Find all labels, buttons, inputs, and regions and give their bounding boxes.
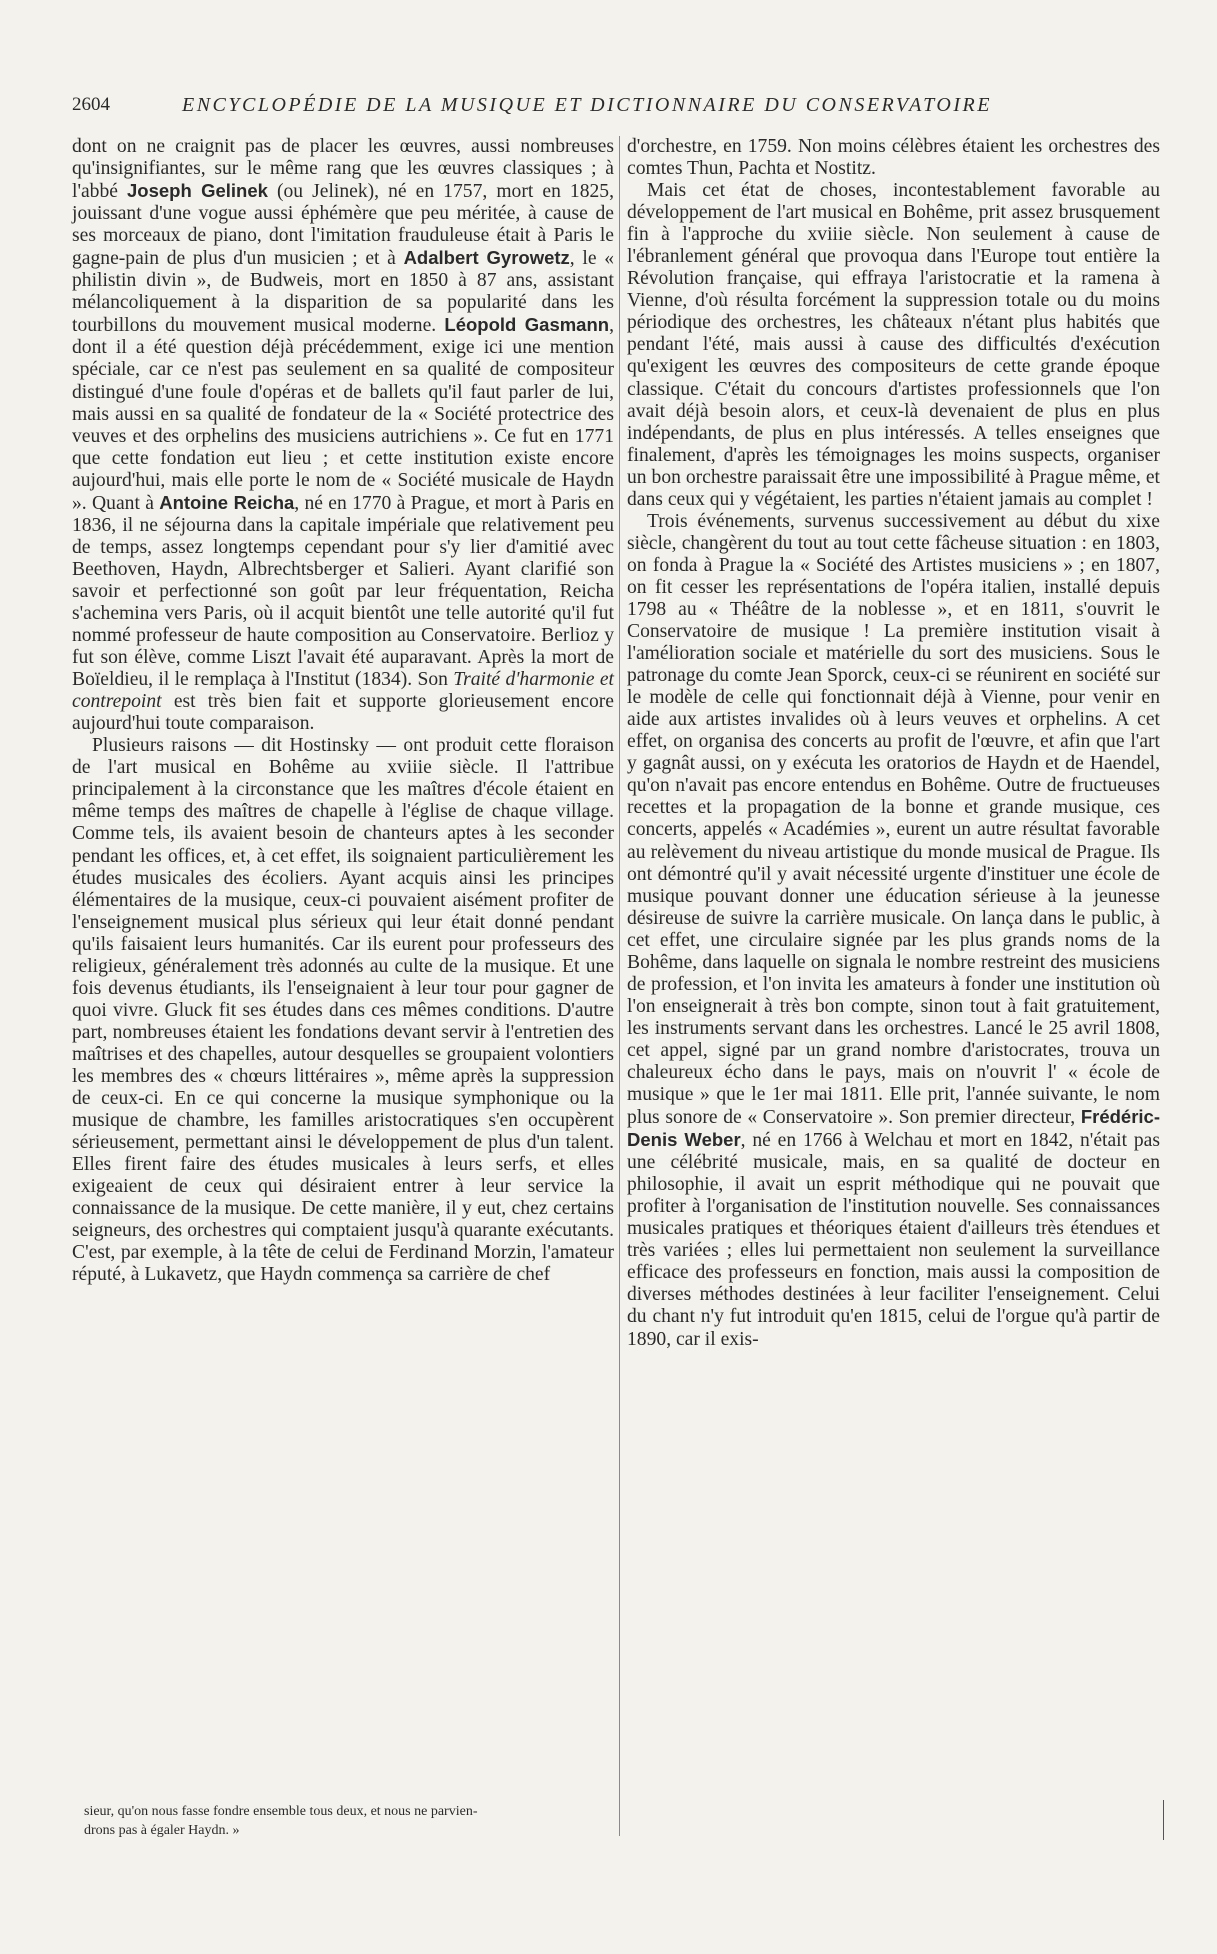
margin-rule <box>1163 1800 1164 1840</box>
name-frederic-denis-weber: Frédéric-Denis Weber <box>627 1106 1160 1151</box>
right-paragraph-2: Mais cet état de choses, incontestablement favorable au développement de l'art musical en Bohême, prit assez brusquement fin à l'approche du xviiie siècle. Non seulement à cause de l'ébranlement général que provoqua dans l'Europe tout entière la Révolution française, qui effraya l'aristocratie et la ramena à Vienne, d'où résulta forcément la suppression totale ou du moins périodique des orchestres, les châteaux n'étant plus habités que pendant l'été, mais aussi à cause des difficultés d'exécution qu'exigent les œuvres des compositeurs de cette grande époque classique. C'était du concours d'artistes professionnels que l'on avait déjà besoin alors, et ceux-là devenaient de plus en plus indépendants, de plus en plus intéressés. A telles enseignes que finalement, d'après les témoignages les moins suspects, organiser un bon orchestre paraissait être une impossibilité à Prague même, et dans ceux qui y végétaient, les parties n'étaient jamais au complet ! <box>627 180 1160 510</box>
left-paragraph-2: Plusieurs raisons — dit Hostinsky — ont produit cette floraison de l'art musical en Bohême au xviiie siècle. Il l'attribue principalement à la circonstance que les maîtres d'école étaient en même temps des maîtres de chapelle à l'église de chaque village. Comme tels, ils avaient besoin de chanteurs aptes à les seconder pendant les offices, et, à cet effet, ils soignaient particulièrement les études musicales des écoliers. Ayant acquis ainsi les principes élémentaires de la musique, ceux-ci pouvaient aisément profiter de l'enseignement musical plus sérieux qui leur était donné pendant qu'ils faisaient leurs humanités. Car ils eurent pour professeurs des religieux, généralement très adonnés au culte de la musique. Et une fois devenus étudiants, ils l'enseignaient à leur tour pour gagner de quoi vivre. Gluck fit ses études dans ces mêmes conditions. D'autre part, nombreuses étaient les fondations devant servir à l'entretien des maîtrises et des chapelles, autour desquelles se groupaient volontiers les membres des « chœurs littéraires », même après la suppression de ceux-ci. En ce qui concerne la musique symphonique ou la musique de chambre, les familles aristocratiques s'en occupèrent sérieusement, permettant ainsi le développement de plus d'un talent. Elles firent faire des études musicales à leurs serfs, et elles exigeaient de ceux qui désiraient entrer à leur service la connaissance de la musique. De cette manière, il y eut, chez certains seigneurs, des orchestres qui comptaient jusqu'à quarante exécutants. C'est, par exemple, à la tête de celui de Ferdinand Morzin, l'amateur réputé, à Lukavetz, que Haydn commença sa carrière de chef <box>72 735 614 1286</box>
book-title: Traité d'harmonie et contrepoint <box>72 669 614 713</box>
column-divider <box>619 136 620 1836</box>
text-run: est très bien fait et supporte glorieusement encore aujourd'hui toute comparaison. <box>72 691 614 735</box>
name-joseph-gelinek: Joseph Gelinek <box>127 180 268 202</box>
footnote <box>84 1802 614 1840</box>
text-run: , né en 1766 à Welchau et mort en 1842, n'était pas une célébrité musicale, mais, en sa qualité de docteur en philosophie, il avait un esprit méthodique qui ne pouvait que profiter à l'organisation de l'institution nouvelle. Ses connaissances musicales pratiques et théoriques étaient d'ailleurs très étendues et très variées ; elles lui permettaient non seulement la surveillance efficace des professeurs en fonction, mais aussi la composition de diverses méthodes destinées à leur faciliter l'enseignement. Celui du chant n'y fut introduit qu'en 1815, celui de l'orgue qu'à partir de 1890, car il exis- <box>627 1130 1160 1350</box>
page-header <box>72 94 1152 120</box>
right-paragraph-3 <box>627 511 1160 1351</box>
name-antoine-reicha: Antoine Reicha <box>159 491 295 513</box>
text-run: , né en 1770 à Prague, et mort à Paris en 1836, il ne séjourna dans la capitale impériale que relativement peu de temps, assez longtemps cependant pour s'y lier d'amitié avec Beethoven, Haydn, Albrechtsberger et Salieri. Ayant clarifié son savoir et perfectionné son goût par leur fréquentation, Reicha s'achemina vers Paris, où il acquit bientôt une telle autorité qu'il fut nommé professeur de haute composition au Conservatoire. Berlioz y fut son élève, comme Liszt l'avait été auparavant. Après la mort de Boïeldieu, il le remplaça à l'Institut (1834). Son <box>72 492 614 691</box>
page-number: 2604 <box>72 94 110 115</box>
left-column <box>72 136 614 1286</box>
text-run: , dont il a été question déjà précédemment, exige ici une mention spéciale, car ce n'est pas seulement en sa qualité de compositeur distingué d'une foule d'opéras et de ballets qu'il faut parler de lui, mais aussi en sa qualité de fondateur de la « Société protectrice des veuves et des orphelins des musiciens autrichiens ». Ce fut en 1771 que cette fondation eut lieu ; et cette institution existe encore aujourd'hui, mais elle porte le nom de « Société musicale de Haydn ». Quant à <box>72 315 614 514</box>
text-run: (ou Jelinek), né en 1757, mort en 1825, jouissant d'une vogue aussi éphémère que peu méritée, à cause de ses morceaux de piano, dont l'imitation frauduleuse était à Paris le gagne-pain de plus d'un musicien ; et à <box>72 181 614 270</box>
name-leopold-gasmann: Léopold Gasmann <box>444 314 610 336</box>
text-run: Trois événements, survenus successivement au début du xixe siècle, changèrent du tout au tout cette fâcheuse situation : en 1803, on fonda à Prague la « Société des Artistes musiciens » ; en 1807, on fit cesser les représentations de l'opéra italien, installé depuis 1798 au « Théâtre de la noblesse », et en 1811, s'ouvrit le Conservatoire de musique ! La première institution visait à l'amélioration sociale et matérielle du sort des musiciens. Sous le patronage du comte Jean Sporck, ceux-ci se réunirent en société sur le modèle de celle qui fonctionnait déjà à Vienne, pour venir en aide aux artistes invalides où à leurs veuves et orphelins. A cet effet, on organisa des concerts au profit de l'œuvre, et afin que l'art y gagnât aussi, on y exécuta les oratorios de Haydn et de Haendel, qu'on n'avait pas encore entendus en Bohême. Outre de fructueuses recettes et la propagation de la bonne et grande musique, ces concerts, appelés « Académies », eurent un autre résultat favorable au relèvement du niveau artistique du monde musical de Prague. Ils ont démontré qu'il y avait nécessité urgente d'instituer une école de musique pouvant donner une éducation sérieuse à la jeunesse désireuse de suivre la carrière musicale. On lança dans le public, à cet effet, une circulaire signée par les plus grands noms de la Bohême, dans laquelle on signala le nombre restreint des musiciens de profession, et l'on invita les amateurs à fonder une institution où l'on enseignerait à très bon compte, sinon tout à fait gratuitement, les instruments servant dans les orchestres. Lancé le 25 avril 1808, cet appel, signé par un grand nombre d'aristocrates, trouva un chaleureux écho dans le pays, mais on n'ouvrit l' « école de musique » que le 1er mai 1811. Elle prit, l'année suivante, le nom plus sonore de « Conservatoire ». Son premier directeur, <box>627 510 1160 1129</box>
footnote-line-1: sieur, qu'on nous fasse fondre ensemble tous deux, et nous ne parvien- <box>84 1804 478 1819</box>
text-run: dont on ne craignit pas de placer les œuvres, aussi nombreuses qu'insignifiantes, sur le même rang que les œuvres classiques ; à l'abbé <box>72 136 614 203</box>
name-adalbert-gyrowetz: Adalbert Gyrowetz <box>403 247 570 269</box>
running-title: ENCYCLOPÉDIE DE LA MUSIQUE ET DICTIONNAIRE DU CONSERVATOIRE <box>182 94 992 116</box>
right-column <box>627 136 1160 1351</box>
right-paragraph-1: d'orchestre, en 1759. Non moins célèbres étaient les orchestres des comtes Thun, Pachta et Nostitz. <box>627 136 1160 180</box>
text-run: , le « philistin divin », de Budweis, mort en 1850 à 87 ans, assistant mélancoliquement à la disparition de sa popularité dans les tourbillons du mouvement musical moderne. <box>72 248 614 337</box>
footnote-line-2: drons pas à égaler Haydn. » <box>84 1823 240 1838</box>
left-paragraph-1 <box>72 136 614 735</box>
